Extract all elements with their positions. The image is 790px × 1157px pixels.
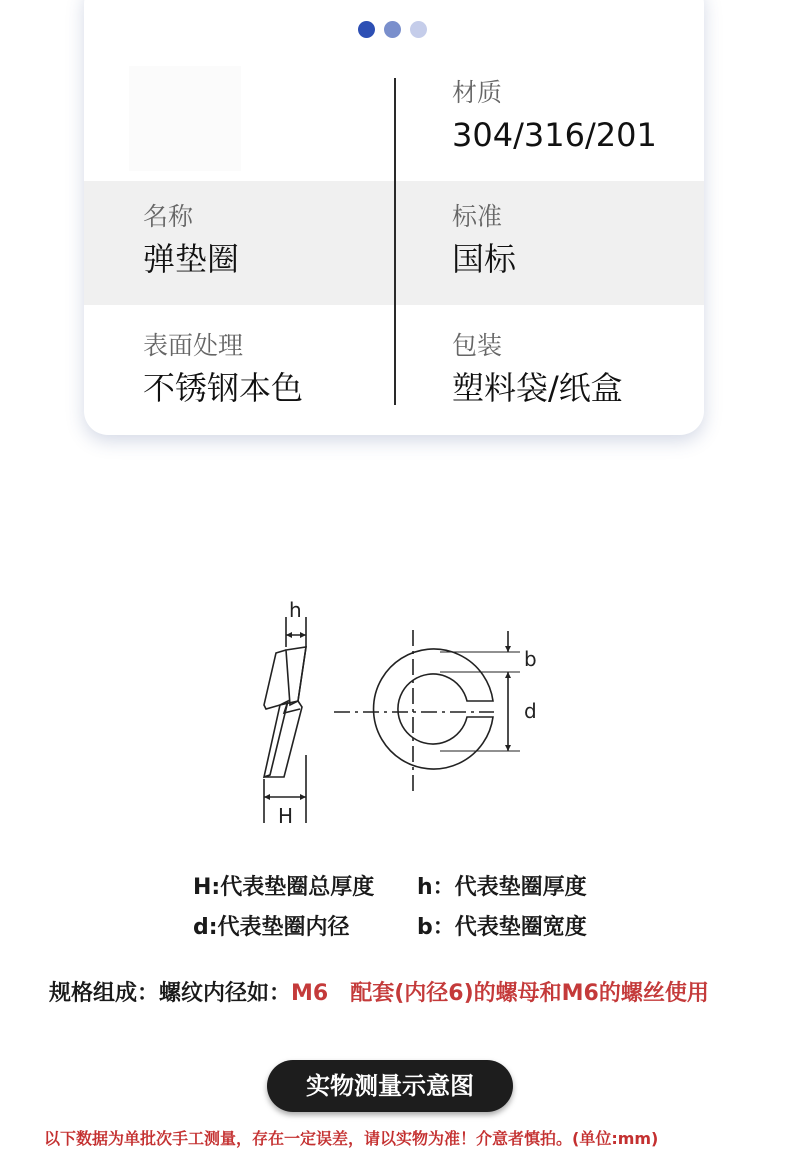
measurement-badge: 实物测量示意图 [267,1060,513,1112]
legend-d: d:代表垫圈内径 [193,915,350,940]
product-thumbnail [129,66,241,171]
finish-label: 表面处理 [143,331,244,360]
spec-standard [452,202,517,278]
spec-composition [49,976,709,1007]
carousel-dot-3[interactable] [410,21,427,38]
spec-card [84,0,704,435]
dim-h-label: h [289,598,302,622]
spec-name [143,202,240,278]
dim-d-label: d [524,699,537,723]
finish-value: 不锈钢本色 [143,369,304,407]
material-label: 材质 [452,78,503,107]
carousel-dots [358,21,427,38]
dim-H-label: H [278,804,294,828]
name-label: 名称 [143,202,194,231]
column-divider [394,78,396,405]
material-value: 304/316/201 [452,116,657,154]
legend-b: b：代表垫圈宽度 [417,915,587,940]
dim-b-label: b [524,647,537,671]
package-label: 包装 [452,331,503,360]
measurement-disclaimer: 以下数据为单批次手工测量，存在一定误差，请以实物为准！介意者慎拍。(单位:mm) [44,1129,659,1148]
standard-value: 国标 [452,240,517,278]
legend-H: H:代表垫圈总厚度 [193,875,375,900]
carousel-dot-1[interactable] [358,21,375,38]
spec-composition-key: 规格组成：螺纹内径如： [49,981,292,1006]
spring-washer-diagram [240,595,560,835]
spec-finish [143,331,304,407]
spec-composition-value: M6 配套(内径6)的螺母和M6的螺丝使用 [291,981,709,1006]
name-value: 弹垫圈 [143,240,240,278]
package-value: 塑料袋/纸盒 [452,369,623,407]
standard-label: 标准 [452,202,503,231]
carousel-dot-2[interactable] [384,21,401,38]
spec-material [452,78,657,154]
spec-package [452,331,623,407]
legend-h: h：代表垫圈厚度 [417,875,587,900]
